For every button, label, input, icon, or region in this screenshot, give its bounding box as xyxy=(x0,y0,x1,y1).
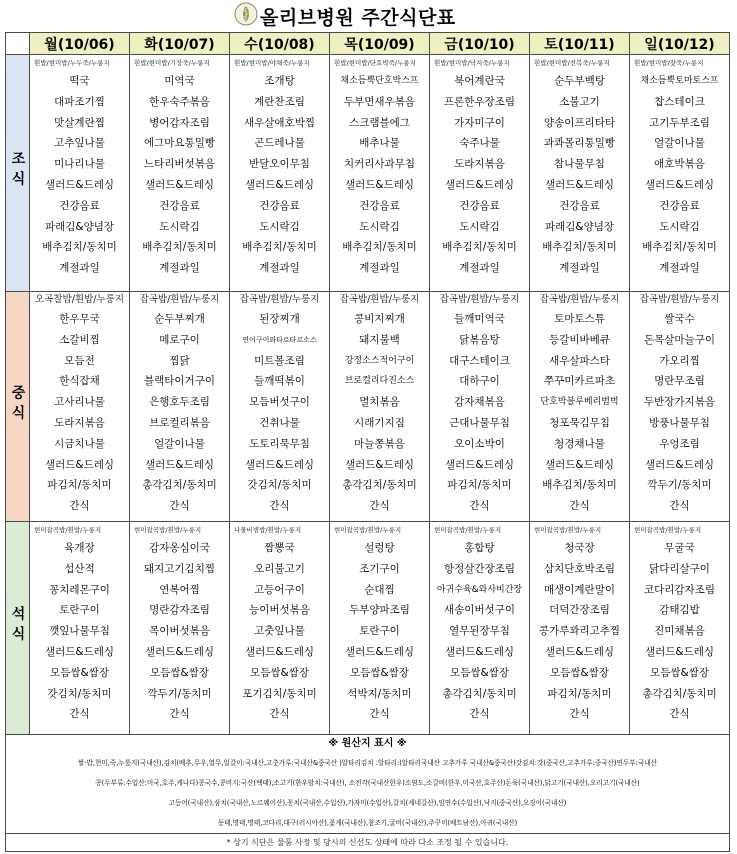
menu-item: 조개탕 xyxy=(264,75,295,87)
menu-item: 고춧잎나물 xyxy=(254,625,305,638)
menu-item: 새우살파스타 xyxy=(549,354,610,367)
menu-item: 모듬버섯구이 xyxy=(249,396,310,409)
menu-item: 메로구이 xyxy=(159,333,200,346)
menu-item: 샐러드&드레싱 xyxy=(644,645,715,658)
menu-item: 토란구이 xyxy=(59,604,100,617)
menu-item: 샐러드&드레싱 xyxy=(244,178,315,191)
menu-item: 오이소박이 xyxy=(454,437,505,450)
menu-item: 샐러드&드레싱 xyxy=(44,458,115,471)
menu-cell xyxy=(130,522,230,735)
menu-item: 샐러드&드레싱 xyxy=(644,178,715,191)
meal-label xyxy=(6,55,30,292)
rice-options: 현미잡곡밥/흰밥/누룽지 xyxy=(34,526,102,534)
menu-item: 꽁치레몬구이 xyxy=(49,583,110,596)
menu-cell xyxy=(330,522,430,735)
origin-line: 고등어(국내산),삼치(국내산,노르웨이산),꽁치(국내산,수입산),가자미(수입산),갈치(세네갈산),임연수(수입산),낙지(중국산),오징어(국내산) xyxy=(168,799,567,807)
menu-item: 진미채볶음 xyxy=(654,625,705,638)
menu-item: 샐러드&드레싱 xyxy=(144,645,215,658)
menu-item-list xyxy=(230,68,329,279)
day-header: 수(10/08) xyxy=(230,33,330,55)
menu-item: 도토리묵무침 xyxy=(249,437,310,450)
menu-item: 간식 xyxy=(369,500,390,513)
menu-item: 두부면새우볶음 xyxy=(343,95,415,108)
page-title: 올리브병원 주간식단표 xyxy=(260,7,456,29)
menu-item: 샐러드&드레싱 xyxy=(644,458,715,471)
menu-item: 양송이프리타타 xyxy=(543,116,615,129)
rice-options: 흰밥/현미밥/낙지죽/누룽지 xyxy=(434,59,510,67)
menu-item: 샐러드&드레싱 xyxy=(444,178,515,191)
menu-item: 갓김치/동치미 xyxy=(47,687,112,700)
menu-item: 간식 xyxy=(669,708,690,721)
origin-line: 동태,명태,명태,코다리,대구(러시아산),꽃게(국내산),참조기,굴비(국내산),주꾸미(베트남산),아귀(국내산) xyxy=(217,819,518,827)
menu-item: 파김치/동치미 xyxy=(547,687,612,700)
menu-cell xyxy=(430,292,530,522)
menu-item: 가자미구이 xyxy=(454,116,505,129)
menu-item: 샐러드&드레싱 xyxy=(44,645,115,658)
day-header: 토(10/11) xyxy=(530,33,630,55)
menu-item: 포기김치/동치미 xyxy=(242,687,317,700)
rice-options: 잡곡밥/흰밥/누룽지 xyxy=(439,294,520,305)
menu-item: 멸치볶음 xyxy=(359,396,400,409)
menu-item: 방풍나물무침 xyxy=(649,416,710,429)
menu-item: 삼치단호박조림 xyxy=(543,562,615,575)
menu-item: 아귀수육&와사비간장 xyxy=(436,584,523,595)
menu-item: 깍두기/동치미 xyxy=(647,479,712,492)
menu-item: 건강음료 xyxy=(359,199,400,212)
menu-item: 총각김치/동치미 xyxy=(642,687,717,700)
menu-item: 샐러드&드레싱 xyxy=(544,178,615,191)
rice-options: 현미잡곡밥/흰밥/누룽지 xyxy=(134,526,202,534)
menu-item: 간식 xyxy=(69,708,90,721)
menu-item: 설렁탕 xyxy=(364,542,395,554)
menu-item: 우엉조림 xyxy=(659,437,700,450)
menu-item: 도라지볶음 xyxy=(454,158,505,171)
menu-item: 고추잎나물 xyxy=(54,137,105,150)
menu-item: 모듬쌈&쌈장 xyxy=(350,666,409,679)
menu-item: 배추김치/동치미 xyxy=(242,241,317,254)
menu-item: 명란무조림 xyxy=(654,375,705,388)
menu-item: 들깨미역국 xyxy=(454,313,505,325)
menu-item: 코다리감자조림 xyxy=(643,583,715,596)
menu-item: 건취나물 xyxy=(259,416,300,429)
menu-item: 채소듬뿍토마토스프 xyxy=(640,76,719,86)
meal-row xyxy=(6,55,730,292)
menu-item: 건강음료 xyxy=(559,199,600,212)
menu-item: 계절과일 xyxy=(659,262,700,275)
menu-item: 샐러드&드레싱 xyxy=(44,178,115,191)
rice-options: 흰밥/현미밥/잣죽/누룽지 xyxy=(634,59,704,67)
menu-item: 대하구이 xyxy=(459,375,500,388)
menu-item: 얼갈이나물 xyxy=(154,437,205,450)
menu-cell xyxy=(530,55,630,292)
menu-item: 돼지불백 xyxy=(359,333,400,346)
menu-item: 미트볼조림 xyxy=(254,354,305,367)
menu-item: 참나물무침 xyxy=(554,158,605,171)
menu-cell xyxy=(230,522,330,735)
menu-item: 파김치/동치미 xyxy=(47,479,112,492)
menu-item: 에그마요통밀빵 xyxy=(143,137,215,150)
menu-item: 돼지고기김치찜 xyxy=(143,562,215,575)
menu-item: 배추김치/동치미 xyxy=(142,241,217,254)
menu-item: 감자채볶음 xyxy=(454,396,505,409)
menu-item: 간식 xyxy=(169,708,190,721)
menu-item: 콩가루꽈리고추찜 xyxy=(538,625,621,638)
day-header: 목(10/09) xyxy=(330,33,430,55)
menu-item: 두반장가지볶음 xyxy=(643,396,715,409)
menu-item: 청포묵김무침 xyxy=(549,416,610,429)
menu-item: 치커리사과무침 xyxy=(343,158,415,171)
menu-item: 샐러드&드레싱 xyxy=(344,178,415,191)
menu-item: 모듬전 xyxy=(64,354,95,367)
day-header-row xyxy=(6,33,730,55)
menu-item-list xyxy=(230,306,329,517)
menu-item: 대파조기찜 xyxy=(54,95,105,108)
menu-item: 건강음료 xyxy=(659,199,700,212)
menu-item: 반달오이무침 xyxy=(249,158,310,171)
menu-item: 계절과일 xyxy=(159,262,200,275)
menu-item: 애호박볶음 xyxy=(654,158,705,171)
menu-item: 모듬쌈&쌈장 xyxy=(550,666,609,679)
menu-item: 북어계란국 xyxy=(454,75,505,87)
menu-item: 섭산적 xyxy=(64,562,95,575)
menu-item: 홍합탕 xyxy=(464,542,495,554)
menu-cell xyxy=(630,522,730,735)
menu-item: 오리불고기 xyxy=(254,562,305,575)
menu-item: 스크램블에그 xyxy=(349,116,410,129)
menu-item: 간식 xyxy=(669,500,690,513)
menu-item: 돈목살마늘구이 xyxy=(643,333,715,346)
menu-item: 항정살간장조림 xyxy=(443,562,515,575)
origin-title: ※ 원산지 표시 ※ xyxy=(328,738,407,749)
menu-item: 도시락김 xyxy=(459,220,500,233)
menu-item: 샐러드&드레싱 xyxy=(444,458,515,471)
menu-item-list xyxy=(530,535,629,725)
menu-item: 순두부찌개 xyxy=(154,313,205,325)
menu-item: 배추김치/동치미 xyxy=(642,241,717,254)
menu-item: 샐러드&드레싱 xyxy=(144,178,215,191)
menu-cell xyxy=(30,292,130,522)
menu-item-list xyxy=(430,306,529,517)
menu-item: 고등어구이 xyxy=(254,583,305,596)
menu-item: 한우숙주볶음 xyxy=(149,95,210,108)
menu-item-list xyxy=(30,68,129,279)
menu-cell xyxy=(530,522,630,735)
menu-item: 채소듬뿍단호박스프 xyxy=(340,76,419,86)
menu-item-list xyxy=(330,535,429,725)
menu-item: 고기두부조림 xyxy=(649,116,710,129)
menu-item: 느타리버섯볶음 xyxy=(143,158,215,171)
meal-label-text: 석식 xyxy=(9,606,26,646)
menu-cell xyxy=(630,55,730,292)
menu-item: 도시락김 xyxy=(159,220,200,233)
meal-label-text: 중식 xyxy=(9,384,26,425)
menu-item: 새우살애호박찜 xyxy=(243,116,315,129)
menu-item: 청국장 xyxy=(564,542,595,554)
menu-item: 곤드레나물 xyxy=(254,137,305,150)
menu-item: 건강음료 xyxy=(59,199,100,212)
menu-item: 매생이계란말이 xyxy=(543,583,615,596)
menu-item: 샐러드&드레싱 xyxy=(444,645,515,658)
menu-item: 샐러드&드레싱 xyxy=(344,458,415,471)
rice-options: 흰밥/현미밥/전복죽/누룽지 xyxy=(534,59,610,67)
menu-item: 두부양파조림 xyxy=(349,604,410,617)
menu-item: 한우무국 xyxy=(59,313,100,325)
menu-item: 소불고기 xyxy=(559,95,600,108)
menu-item: 모듬쌈&쌈장 xyxy=(250,666,309,679)
corner-cell xyxy=(6,33,30,55)
menu-item: 계절과일 xyxy=(59,262,100,275)
menu-item: 모듬쌈&쌈장 xyxy=(150,666,209,679)
menu-item: 계절과일 xyxy=(459,262,500,275)
menu-item: 시금치나물 xyxy=(54,437,105,450)
menu-item: 건강음료 xyxy=(159,199,200,212)
menu-item: 고사리나물 xyxy=(54,396,105,409)
menu-item: 미역국 xyxy=(164,75,195,87)
origin-line: 쌀·밥,현미,죽,누룽지(국내산),김치(배추,무우,열무,얼갈이:국내산,고춧가루:국내산&중국산 )알타리김치 :알타리:(알타리국내산 고추가루 국내산&중국산)갓김치:갓(중국산,고추가루:중국산)연두부:국내산 xyxy=(78,759,657,767)
menu-item: 샐러드&드레싱 xyxy=(344,645,415,658)
rice-options: 잡곡밥/흰밥/누룽지 xyxy=(139,294,220,305)
menu-item: 연복어찜 xyxy=(159,583,200,596)
rice-options: 흰밥/현미밥/기장죽/누룽지 xyxy=(134,59,210,67)
menu-cell xyxy=(230,292,330,522)
menu-item: 은행호두조림 xyxy=(149,396,210,409)
menu-item: 샐러드&드레싱 xyxy=(244,458,315,471)
menu-item: 쭈꾸미카르파초 xyxy=(543,375,615,388)
menu-item: 간식 xyxy=(569,500,590,513)
rice-options: 흰밥/현미밥/야채죽/누룽지 xyxy=(234,59,310,67)
menu-item: 닭볶음탕 xyxy=(459,333,500,346)
menu-item: 모듬쌈&쌈장 xyxy=(50,666,109,679)
meal-label xyxy=(6,522,30,735)
menu-item: 짬뽕국 xyxy=(264,542,295,554)
meal-row xyxy=(6,292,730,522)
menu-item: 닭다리살구이 xyxy=(649,562,710,575)
menu-item: 조기구이 xyxy=(359,562,400,575)
menu-cell xyxy=(130,292,230,522)
rice-options: 잡곡밥/흰밥/누룽지 xyxy=(339,294,420,305)
menu-item: 계절과일 xyxy=(559,262,600,275)
menu-item-list xyxy=(130,306,229,517)
menu-item: 얼갈이나물 xyxy=(654,137,705,150)
menu-item-list xyxy=(30,306,129,517)
menu-item: 총각김치/동치미 xyxy=(342,479,417,492)
menu-item: 깻잎나물무침 xyxy=(49,625,110,638)
menu-item: 찜닭 xyxy=(169,354,190,367)
menu-item: 간식 xyxy=(169,500,190,513)
menu-item: 도라지볶음 xyxy=(54,416,105,429)
rice-options: 잡곡밥/흰밥/누룽지 xyxy=(239,294,320,305)
menu-item: 배추김치/동치미 xyxy=(442,241,517,254)
menu-item-list xyxy=(630,535,729,725)
day-header: 일(10/12) xyxy=(630,33,730,55)
menu-item: 목이버섯볶음 xyxy=(149,625,210,638)
menu-cell xyxy=(530,292,630,522)
menu-item: 브로컬리볶음 xyxy=(149,416,210,429)
menu-item: 육개장 xyxy=(64,542,95,554)
menu-item: 감태김밥 xyxy=(659,604,700,617)
menu-cell xyxy=(330,55,430,292)
meal-label xyxy=(6,292,30,522)
menu-item-list xyxy=(430,535,529,725)
menu-item-list xyxy=(630,306,729,517)
menu-item: 미나리나물 xyxy=(54,158,105,171)
menu-item: 샐러드&드레싱 xyxy=(544,645,615,658)
menu-item: 새송이버섯구이 xyxy=(443,604,515,617)
menu-item-list xyxy=(230,535,329,725)
menu-item: 배추김치/동치미 xyxy=(542,479,617,492)
menu-item: 모듬쌈&쌈장 xyxy=(650,666,709,679)
menu-item: 간식 xyxy=(469,708,490,721)
menu-item: 총각김치/동치미 xyxy=(442,687,517,700)
menu-item: 배추김치/동치미 xyxy=(342,241,417,254)
menu-item: 마늘쫑볶음 xyxy=(354,437,405,450)
menu-item: 소갈비찜 xyxy=(59,333,100,346)
rice-options: 현미잡곡밥/흰밥/누룽지 xyxy=(434,526,502,534)
rice-options: 현미잡곡밥/흰밥/누룽지 xyxy=(334,526,402,534)
menu-cell xyxy=(630,292,730,522)
menu-item: 대구스테이크 xyxy=(449,354,510,367)
menu-cell xyxy=(430,55,530,292)
menu-item: 능이버섯볶음 xyxy=(249,604,310,617)
rice-options: 잡곡밥/흰밥/누룽지 xyxy=(539,294,620,305)
menu-item: 한식잡채 xyxy=(59,375,100,388)
rice-options: 현미잡곡밥/흰밥/누룽지 xyxy=(534,526,602,534)
menu-item: 콩비지찌개 xyxy=(354,313,405,325)
menu-item-list xyxy=(330,68,429,279)
menu-item: 모듬쌈&쌈장 xyxy=(450,666,509,679)
menu-item: 과콰몰리통밀빵 xyxy=(543,137,615,150)
menu-item-list xyxy=(130,68,229,279)
menu-item-list xyxy=(630,68,729,279)
menu-item: 등갈비바베큐 xyxy=(549,333,610,346)
footnote-row xyxy=(6,834,730,852)
menu-item: 계란찬조림 xyxy=(254,95,305,108)
menu-cell xyxy=(130,55,230,292)
menu-item: 순두부백탕 xyxy=(554,75,605,87)
rice-options: 나물비빔밥/흰밥/누룽지 xyxy=(234,526,302,534)
menu-item: 숙주나물 xyxy=(459,137,500,150)
menu-item: 청경채나물 xyxy=(554,437,605,450)
rice-options: 오곡찰밥/흰밥/누룽지 xyxy=(35,294,124,305)
menu-item: 배추김치/동치미 xyxy=(542,241,617,254)
menu-item: 계절과일 xyxy=(359,262,400,275)
menu-item: 강정소스적어구이 xyxy=(344,355,415,366)
meal-body xyxy=(6,55,730,735)
menu-item-list xyxy=(330,306,429,517)
menu-cell xyxy=(430,522,530,735)
day-header: 월(10/06) xyxy=(30,33,130,55)
menu-item: 맛살계란찜 xyxy=(54,116,105,129)
menu-item: 간식 xyxy=(469,500,490,513)
menu-item: 무굴국 xyxy=(664,542,695,554)
footnote: * 상기 식단은 물품 사정 및 당시의 신선도 상태에 따라 다소 조정 될 수 있습니다. xyxy=(6,834,730,852)
origin-section xyxy=(6,735,730,834)
menu-item: 들깨떡볶이 xyxy=(254,375,305,388)
menu-item: 찹스테이크 xyxy=(654,95,705,108)
menu-item-list xyxy=(530,68,629,279)
menu-item-list xyxy=(30,535,129,725)
menu-item: 쌀국수 xyxy=(664,313,695,325)
menu-item: 간식 xyxy=(269,708,290,721)
menu-item: 감자옹심이국 xyxy=(149,542,210,554)
menu-item: 계절과일 xyxy=(259,262,300,275)
menu-item: 건강음료 xyxy=(459,199,500,212)
menu-item: 건강음료 xyxy=(259,199,300,212)
menu-item: 배추나물 xyxy=(359,137,400,150)
menu-item: 간식 xyxy=(69,500,90,513)
menu-item: 간식 xyxy=(369,708,390,721)
menu-cell xyxy=(30,522,130,735)
menu-item: 된장찌개 xyxy=(259,313,300,325)
day-header: 금(10/10) xyxy=(430,33,530,55)
menu-item: 명란감자조림 xyxy=(149,604,210,617)
menu-item: 파래김&양념장 xyxy=(44,220,115,233)
olive-leaf-icon xyxy=(234,2,258,26)
menu-item-list xyxy=(430,68,529,279)
menu-item: 떡국 xyxy=(69,75,90,87)
menu-item: 가오리찜 xyxy=(659,354,700,367)
menu-item: 블랙타이거구이 xyxy=(143,375,215,388)
menu-item-list xyxy=(130,535,229,725)
menu-cell xyxy=(30,55,130,292)
menu-item: 도시락김 xyxy=(359,220,400,233)
menu-item: 간식 xyxy=(269,500,290,513)
rice-options: 흰밥/현미밥/누두죽/누룽지 xyxy=(34,59,110,67)
menu-item: 병어감자조림 xyxy=(149,116,210,129)
menu-item: 열무된장무침 xyxy=(449,625,510,638)
menu-item: 도시락김 xyxy=(259,220,300,233)
menu-item: 시래기지짐 xyxy=(354,416,405,429)
menu-item: 토란구이 xyxy=(359,625,400,638)
menu-cell xyxy=(230,55,330,292)
menu-item: 갓김치/동치미 xyxy=(247,479,312,492)
menu-item: 브로컬리다진소스 xyxy=(344,376,415,387)
menu-item-list xyxy=(530,306,629,517)
menu-item: 석박지/동치미 xyxy=(347,687,412,700)
menu-item: 간식 xyxy=(569,708,590,721)
day-header: 화(10/07) xyxy=(130,33,230,55)
menu-item: 배추김치/동치미 xyxy=(42,241,117,254)
menu-item: 샐러드&드레싱 xyxy=(244,645,315,658)
menu-item: 파김치/동치미 xyxy=(447,479,512,492)
menu-item: 샐러드&드레싱 xyxy=(144,458,215,471)
menu-item: 연어구이와타르타르소스 xyxy=(242,335,317,344)
menu-item: 도시락김 xyxy=(659,220,700,233)
menu-item: 샐러드&드레싱 xyxy=(544,458,615,471)
weekly-menu-table xyxy=(5,32,730,852)
origin-line: 콩(두부류:수입산:미국,호주,캐나다)콩국수,콩비지:국산(백태),소고기(한우암치:국내산), 소전각(국내산한우)소염도,소갈비(한우,미국산,호주산)돈육(국내산),닭고기(국내산),오리고기(국내산) xyxy=(95,779,640,787)
menu-cell xyxy=(330,292,430,522)
menu-item: 총각김치/동치미 xyxy=(142,479,217,492)
meal-row xyxy=(6,522,730,735)
menu-item: 순대찜 xyxy=(364,583,395,596)
menu-item: 깍두기/동치미 xyxy=(147,687,212,700)
menu-item: 단호박블루베리범벅 xyxy=(540,397,619,408)
rice-options: 흰밥/현미밥/단호박죽/누룽지 xyxy=(334,59,416,67)
rice-options: 잡곡밥/흰밥/누룽지 xyxy=(639,294,720,305)
menu-item: 근대나물무침 xyxy=(449,416,510,429)
menu-item: 토마토스튜 xyxy=(554,313,605,325)
meal-label-text: 조식 xyxy=(9,151,26,191)
menu-item: 더덕간장조림 xyxy=(549,604,610,617)
menu-item: 파래김&양념장 xyxy=(544,220,615,233)
menu-item: 프론한우장조림 xyxy=(443,95,515,108)
origin-row xyxy=(6,735,730,834)
header xyxy=(0,0,737,32)
rice-options: 현미잡곡밥/흰밥/누룽지 xyxy=(634,526,702,534)
